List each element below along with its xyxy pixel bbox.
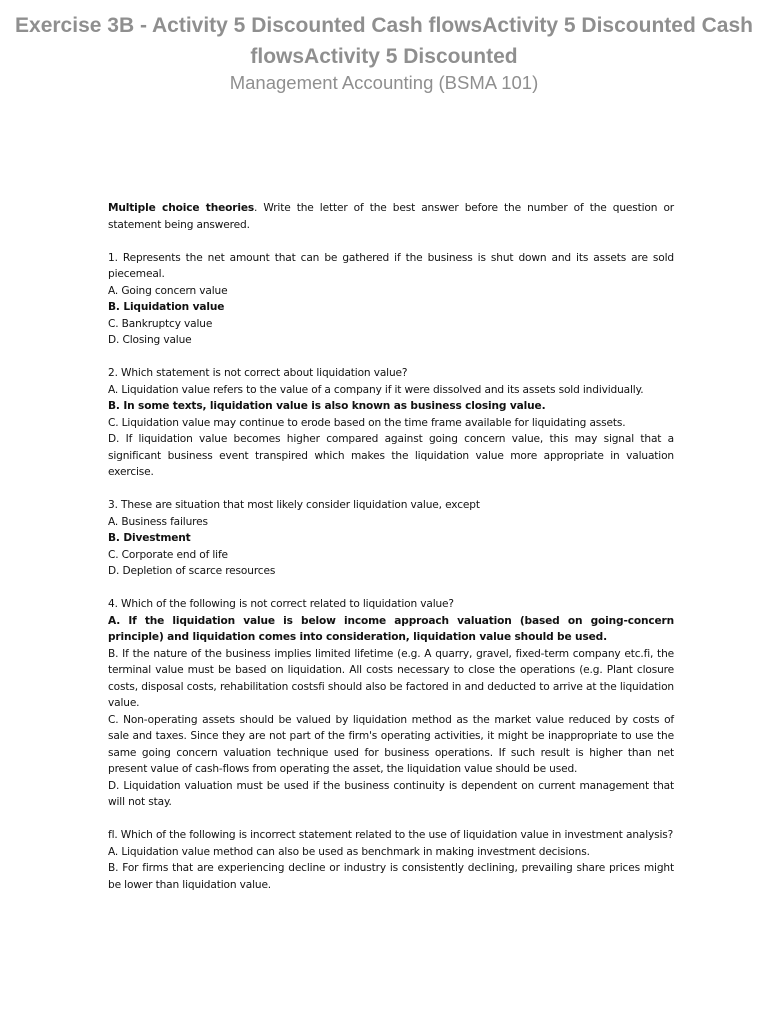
course-subtitle: Management Accounting (BSMA 101)	[229, 72, 539, 93]
option-c: C. Non-operating assets should be valued by liquidation method as the market value reduced by costs of sale and taxes. Since they are not part of the firm's operating activities, it might be inappropriate to use the same going concern valuation technique used for business operations. If such result is higher than net present value of cash-flows from operating the asset, the liquidation value should be used.	[108, 713, 674, 775]
option-b-answer: B. Divestment	[108, 532, 191, 544]
option-a: A. Going concern value	[108, 284, 228, 297]
option-d: D. Depletion of scarce resources	[108, 565, 276, 577]
question-4	[108, 596, 674, 811]
instructions-paragraph	[108, 200, 674, 233]
option-c: C. Corporate end of life	[108, 548, 228, 561]
option-d: D. If liquidation value becomes higher compared against going concern value, this may signal that a significant business event transpired which makes the liquidation value more appropriate in valuation exercise.	[108, 433, 674, 478]
option-d: D. Liquidation valuation must be used if the business continuity is dependent on current management that will not stay.	[108, 779, 674, 808]
option-c: C. Liquidation value may continue to erode based on the time frame available for liquidating assets.	[108, 416, 626, 429]
question-2	[108, 365, 674, 481]
option-a: A. Business failures	[108, 515, 208, 528]
option-c: C. Bankruptcy value	[108, 317, 213, 330]
question-5	[108, 827, 674, 893]
question-stem: 4. Which of the following is not correct related to liquidation value?	[108, 598, 454, 610]
option-b-answer: B. Liquidation value	[108, 301, 225, 313]
document-title: Exercise 3B - Activity 5 Discounted Cash flowsActivity 5 Discounted Cash flowsActivity 5 Discounted	[15, 14, 753, 68]
question-stem: fl. Which of the following is incorrect statement related to the use of liquidation value in investment analysis?	[108, 829, 674, 841]
question-stem: 3. These are situation that most likely consider liquidation value, except	[108, 499, 480, 511]
instructions-text: . Write the letter of the best answer before the number of the question or statement being answered.	[108, 202, 674, 231]
question-stem: 1. Represents the net amount that can be gathered if the business is shut down and its assets are sold piecemeal.	[108, 251, 674, 280]
option-d: D. Closing value	[108, 334, 192, 346]
option-b: B. If the nature of the business implies limited lifetime (e.g. A quarry, gravel, fixed-term company etc.fi, the terminal value must be based on liquidation. All costs necessary to close the operations (e.g. Plant closure costs, disposal costs, rehabilitation costsfi should also be factored in and deducted to arrive at the liquidation value.	[108, 647, 674, 709]
option-b: B. For firms that are experiencing decline or industry is consistently declining, prevailing share prices might be lower than liquidation value.	[108, 862, 674, 891]
question-3	[108, 497, 674, 580]
question-stem: 2. Which statement is not correct about liquidation value?	[108, 367, 408, 379]
document-header	[0, 10, 768, 94]
option-b-answer: B. In some texts, liquidation value is also known as business closing value.	[108, 400, 546, 412]
document-page-body	[108, 200, 674, 893]
instructions-label: Multiple choice theories	[108, 202, 255, 214]
option-a-answer: A. If the liquidation value is below income approach valuation (based on going-concern principle) and liquidation comes into consideration, liquidation value should be used.	[108, 614, 674, 643]
option-a: A. Liquidation value method can also be used as benchmark in making investment decisions.	[108, 845, 590, 858]
option-a: A. Liquidation value refers to the value of a company if it were dissolved and its assets sold individually.	[108, 383, 644, 396]
question-1	[108, 250, 674, 349]
